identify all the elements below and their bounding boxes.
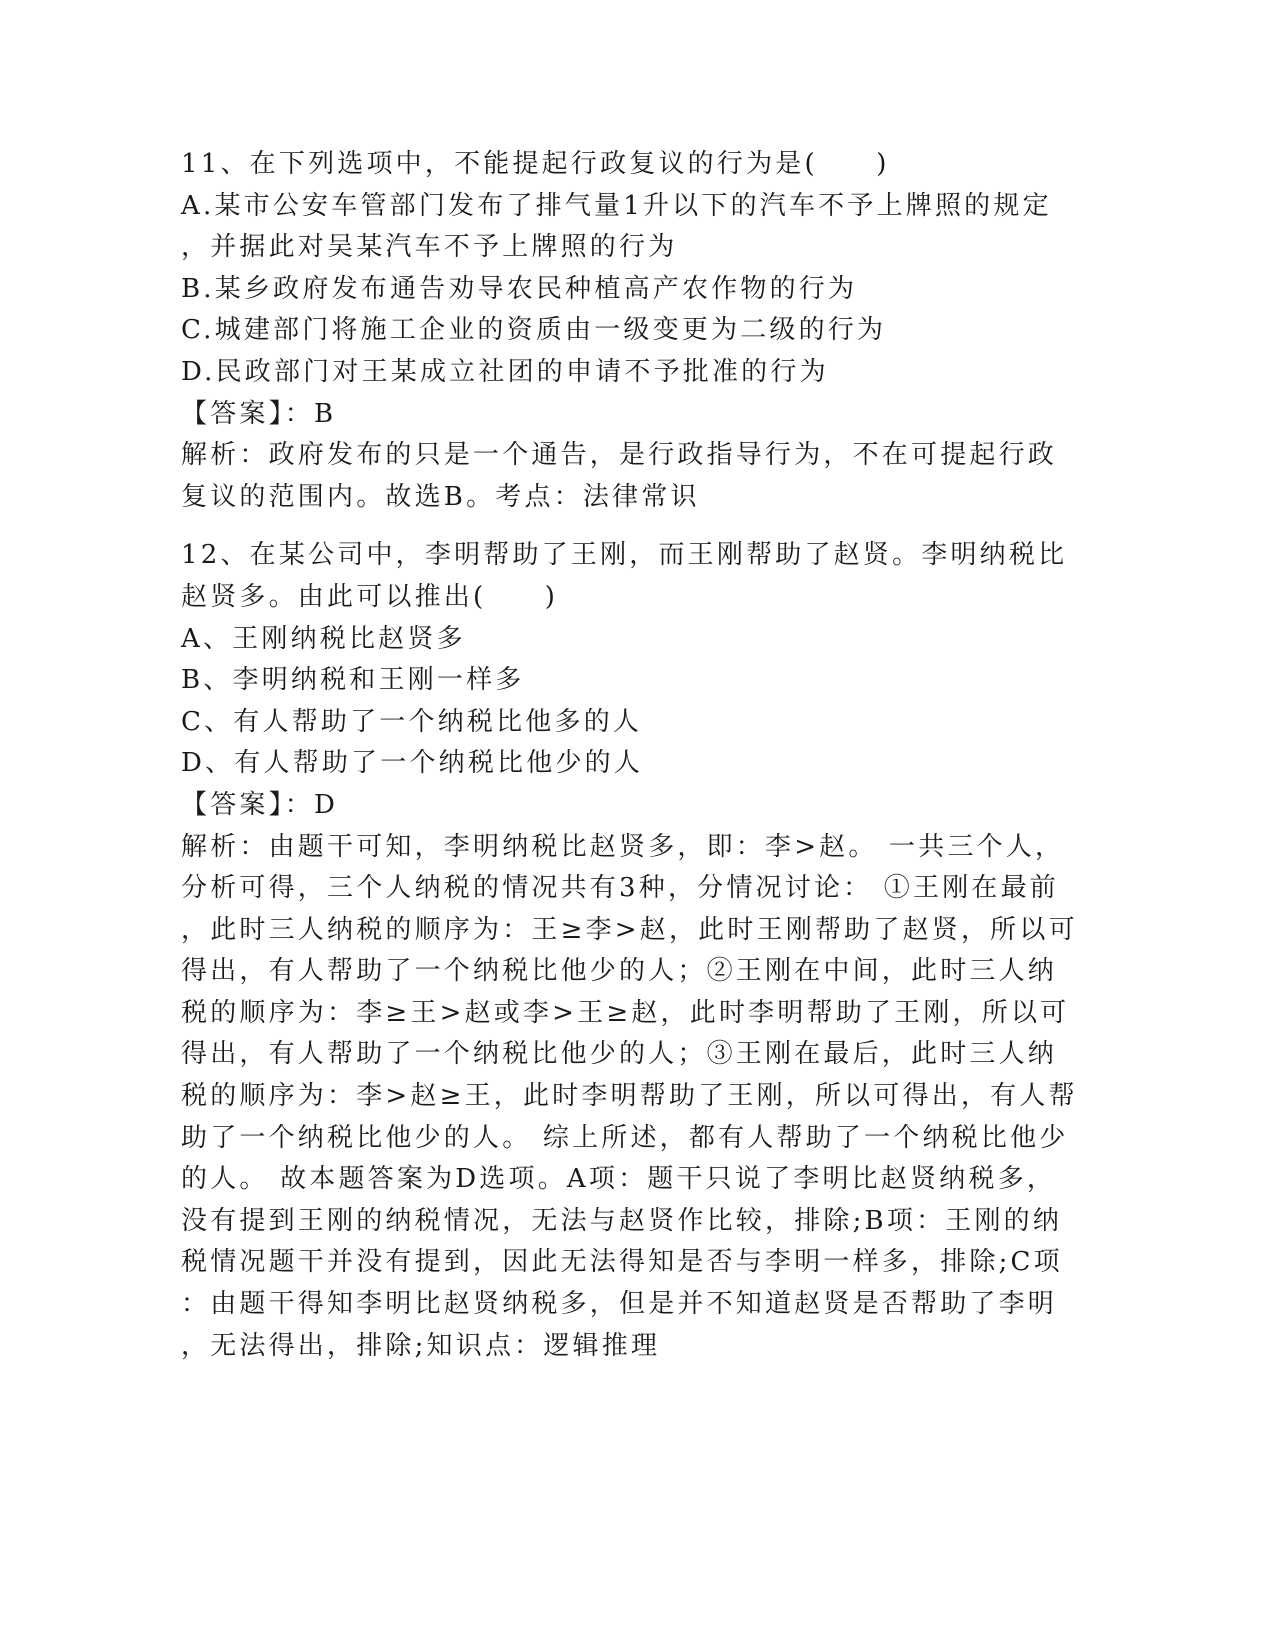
question-stem: 11、在下列选项中，不能提起行政复议的行为是( ): [181, 149, 890, 179]
question-12: [181, 535, 1081, 1367]
question-11: [181, 144, 1081, 518]
explanation-line: 得出，有人帮助了一个纳税比他少的人；③王刚在最后，此时三人纳: [181, 1039, 1058, 1070]
option-d: D、有人帮助了一个纳税比他少的人: [181, 748, 644, 779]
option-d: D.民政部门对王某成立社团的申请不予批准的行为: [181, 356, 829, 387]
answer-line: 【答案】：D: [181, 789, 339, 820]
question-stem-continued: 赵贤多。由此可以推出( ): [181, 581, 559, 612]
explanation-line: ，此时三人纳税的顺序为：王≥李>赵，此时王刚帮助了赵贤，所以可: [181, 914, 1078, 945]
answer-line: 【答案】：B: [181, 398, 337, 429]
explanation-line: ：由题干得知李明比赵贤纳税多，但是并不知道赵贤是否帮助了李明: [181, 1289, 1058, 1320]
option-b: B、李明纳税和王刚一样多: [181, 665, 525, 696]
explanation-line: 复议的范围内。故选B。考点：法律常识: [181, 481, 700, 512]
explanation-line: 没有提到王刚的纳税情况，无法与赵贤作比较，排除;B项：王刚的纳: [181, 1205, 1063, 1236]
explanation-line: 税情况题干并没有提到，因此无法得知是否与李明一样多，排除;C项: [181, 1247, 1063, 1278]
explanation-line: ，无法得出，排除;知识点：逻辑推理: [181, 1330, 661, 1361]
explanation-line: 得出，有人帮助了一个纳税比他少的人；②王刚在中间，此时三人纳: [181, 956, 1058, 987]
explanation-line: 税的顺序为：李≥王>赵或李>王≥赵，此时李明帮助了王刚，所以可: [181, 997, 1070, 1028]
explanation-line: 分析可得，三个人纳税的情况共有3种，分情况讨论： ①王刚在最前: [181, 873, 1060, 904]
question-gap: [181, 518, 1081, 535]
option-c: C、有人帮助了一个纳税比他多的人: [181, 706, 643, 737]
option-b: B.某乡政府发布通告劝导农民种植高产农作物的行为: [181, 273, 858, 304]
question-stem: 12、在某公司中，李明帮助了王刚，而王刚帮助了赵贤。李明纳税比: [181, 540, 1068, 571]
option-a: A、王刚纳税比赵贤多: [181, 623, 466, 654]
explanation-line: 的人。 故本题答案为D选项。A项：题干只说了李明比赵贤纳税多，: [181, 1164, 1057, 1195]
explanation-line: 解析：由题干可知，李明纳税比赵贤多，即：李>赵。 一共三个人，: [181, 831, 1065, 862]
document-page: [181, 144, 1081, 1367]
explanation-line: 税的顺序为：李>赵≥王，此时李明帮助了王刚，所以可得出，有人帮: [181, 1081, 1078, 1112]
explanation-line: 助了一个纳税比他少的人。 综上所述，都有人帮助了一个纳税比他少: [181, 1122, 1069, 1153]
option-c: C.城建部门将施工企业的资质由一级变更为二级的行为: [181, 315, 887, 346]
option-a-continued: ，并据此对吴某汽车不予上牌照的行为: [181, 232, 678, 263]
explanation-line: 解析：政府发布的只是一个通告，是行政指导行为，不在可提起行政: [181, 440, 1058, 471]
option-a: A.某市公安车管部门发布了排气量1升以下的汽车不予上牌照的规定: [181, 190, 1052, 221]
